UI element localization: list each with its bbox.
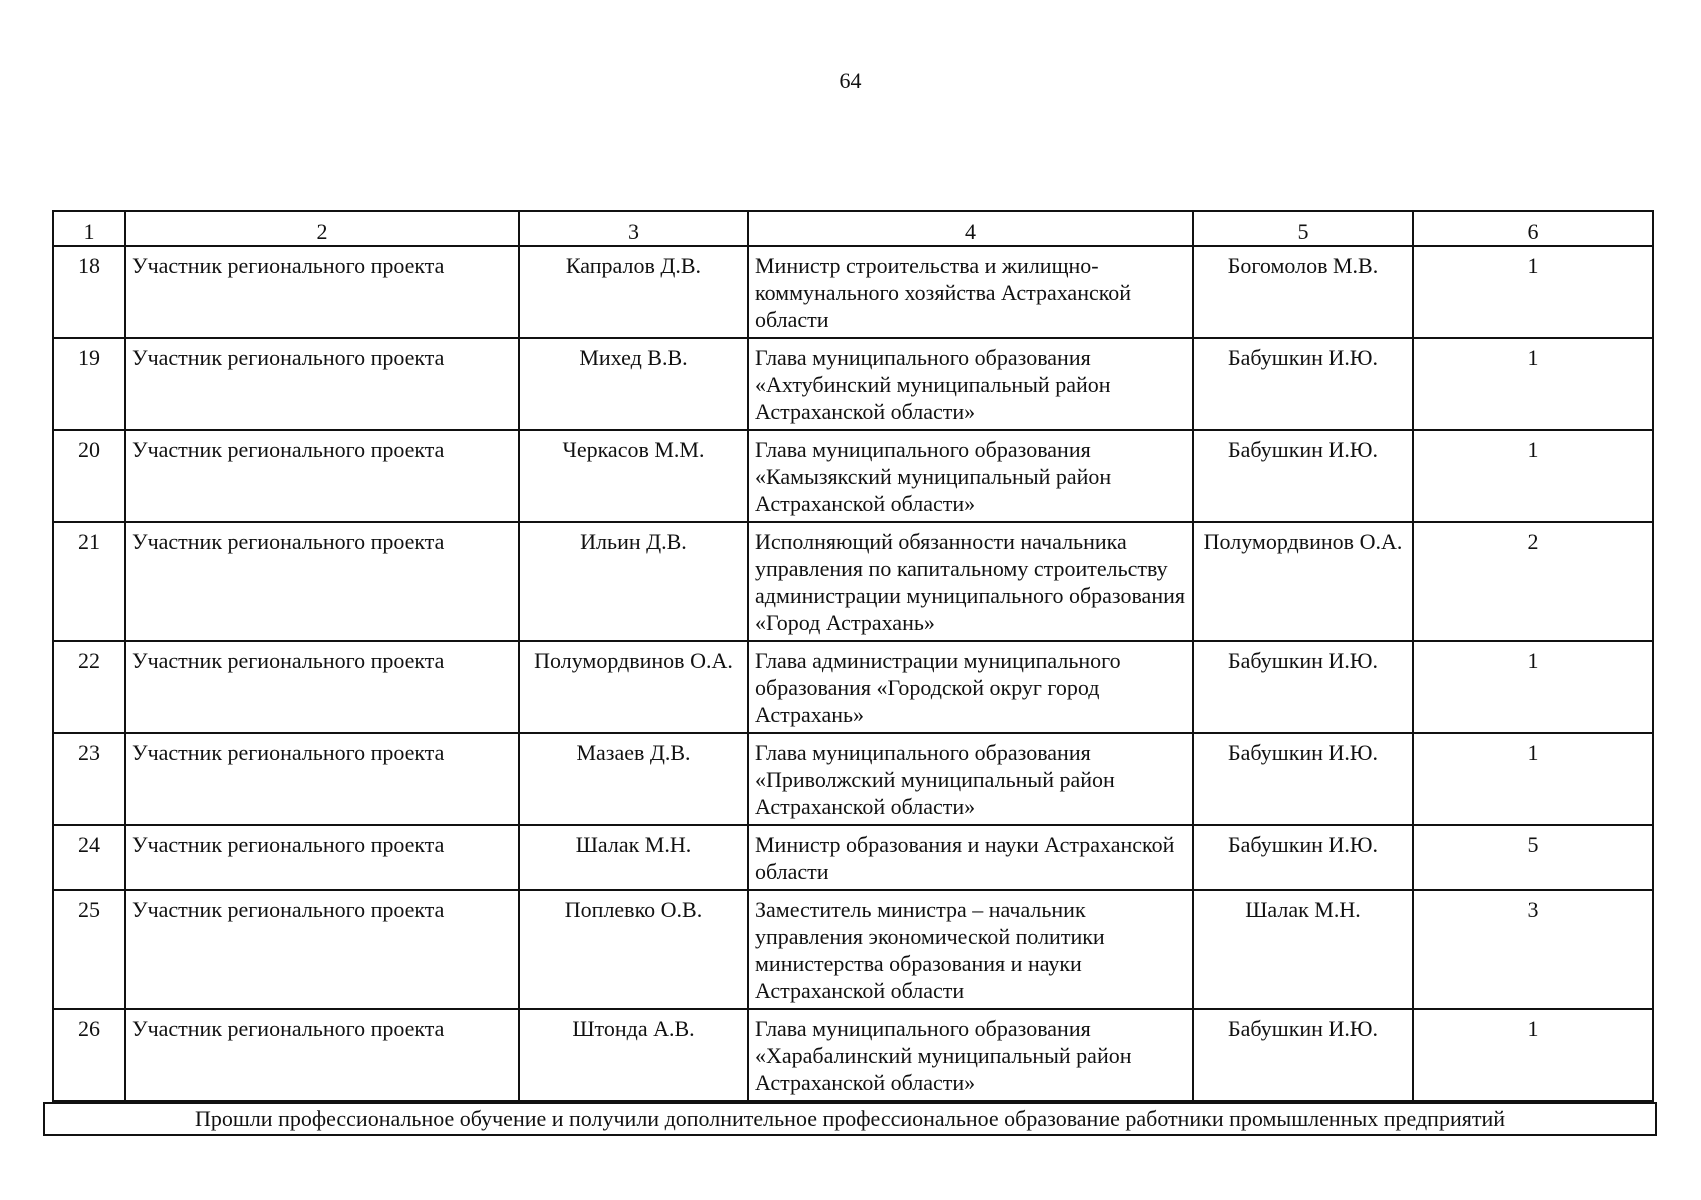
table-row xyxy=(53,522,1653,641)
table-row xyxy=(53,641,1653,733)
row-person: Штонда А.В. xyxy=(519,1009,748,1101)
row-count: 3 xyxy=(1413,890,1653,1009)
row-number: 19 xyxy=(53,338,125,430)
row-curator: Бабушкин И.Ю. xyxy=(1193,1009,1413,1101)
document-table-container xyxy=(52,210,1652,1102)
row-count: 1 xyxy=(1413,733,1653,825)
row-person: Мазаев Д.В. xyxy=(519,733,748,825)
row-role: Участник регионального проекта xyxy=(125,338,519,430)
row-role: Участник регионального проекта xyxy=(125,1009,519,1101)
row-curator: Бабушкин И.Ю. xyxy=(1193,338,1413,430)
row-person: Капралов Д.В. xyxy=(519,246,748,338)
row-count: 1 xyxy=(1413,1009,1653,1101)
table-row xyxy=(53,246,1653,338)
row-number: 25 xyxy=(53,890,125,1009)
row-role: Участник регионального проекта xyxy=(125,641,519,733)
row-position: Исполняющий обязанности начальника управления по капитальному строительству администрации муниципального образования «Город Астрахань» xyxy=(748,522,1193,641)
column-header-3: 3 xyxy=(519,211,748,246)
row-person: Черкасов М.М. xyxy=(519,430,748,522)
row-number: 26 xyxy=(53,1009,125,1101)
column-header-4: 4 xyxy=(748,211,1193,246)
row-position: Глава муниципального образования «Харабалинский муниципальный район Астраханской области» xyxy=(748,1009,1193,1101)
row-role: Участник регионального проекта xyxy=(125,430,519,522)
row-position: Министр строительства и жилищно-коммунального хозяйства Астраханской области xyxy=(748,246,1193,338)
table-row xyxy=(53,890,1653,1009)
row-curator: Бабушкин И.Ю. xyxy=(1193,641,1413,733)
column-header-5: 5 xyxy=(1193,211,1413,246)
row-position: Глава муниципального образования «Ахтубинский муниципальный район Астраханской области» xyxy=(748,338,1193,430)
row-curator: Бабушкин И.Ю. xyxy=(1193,733,1413,825)
table-row xyxy=(53,825,1653,890)
row-person: Ильин Д.В. xyxy=(519,522,748,641)
row-count: 1 xyxy=(1413,338,1653,430)
row-position: Министр образования и науки Астраханской области xyxy=(748,825,1193,890)
table-row xyxy=(53,1009,1653,1101)
row-count: 2 xyxy=(1413,522,1653,641)
row-curator: Бабушкин И.Ю. xyxy=(1193,430,1413,522)
column-header-1: 1 xyxy=(53,211,125,246)
row-role: Участник регионального проекта xyxy=(125,890,519,1009)
row-person: Поплевко О.В. xyxy=(519,890,748,1009)
row-count: 1 xyxy=(1413,641,1653,733)
column-header-2: 2 xyxy=(125,211,519,246)
row-number: 21 xyxy=(53,522,125,641)
row-role: Участник регионального проекта xyxy=(125,825,519,890)
row-count: 1 xyxy=(1413,430,1653,522)
row-person: Шалак М.Н. xyxy=(519,825,748,890)
table-header-row xyxy=(53,211,1653,246)
section-heading-row: Прошли профессиональное обучение и получили дополнительное профессиональное образование работники промышленных предприятий xyxy=(43,1102,1657,1136)
row-curator: Шалак М.Н. xyxy=(1193,890,1413,1009)
row-count: 1 xyxy=(1413,246,1653,338)
row-person: Полумордвинов О.А. xyxy=(519,641,748,733)
table-row xyxy=(53,338,1653,430)
row-role: Участник регионального проекта xyxy=(125,246,519,338)
row-curator: Богомолов М.В. xyxy=(1193,246,1413,338)
row-number: 22 xyxy=(53,641,125,733)
table-row xyxy=(53,430,1653,522)
table-row xyxy=(53,733,1653,825)
row-number: 24 xyxy=(53,825,125,890)
row-number: 18 xyxy=(53,246,125,338)
row-number: 23 xyxy=(53,733,125,825)
row-role: Участник регионального проекта xyxy=(125,522,519,641)
row-count: 5 xyxy=(1413,825,1653,890)
column-header-6: 6 xyxy=(1413,211,1653,246)
row-position: Глава администрации муниципального образования «Городской округ город Астрахань» xyxy=(748,641,1193,733)
participants-table xyxy=(52,210,1654,1102)
row-curator: Полумордвинов О.А. xyxy=(1193,522,1413,641)
row-curator: Бабушкин И.Ю. xyxy=(1193,825,1413,890)
row-position: Заместитель министра – начальник управления экономической политики министерства образования и науки Астраханской области xyxy=(748,890,1193,1009)
row-role: Участник регионального проекта xyxy=(125,733,519,825)
row-number: 20 xyxy=(53,430,125,522)
row-position: Глава муниципального образования «Камызякский муниципальный район Астраханской области» xyxy=(748,430,1193,522)
page-number: 64 xyxy=(839,68,862,93)
row-position: Глава муниципального образования «Приволжский муниципальный район Астраханской области» xyxy=(748,733,1193,825)
row-person: Михед В.В. xyxy=(519,338,748,430)
